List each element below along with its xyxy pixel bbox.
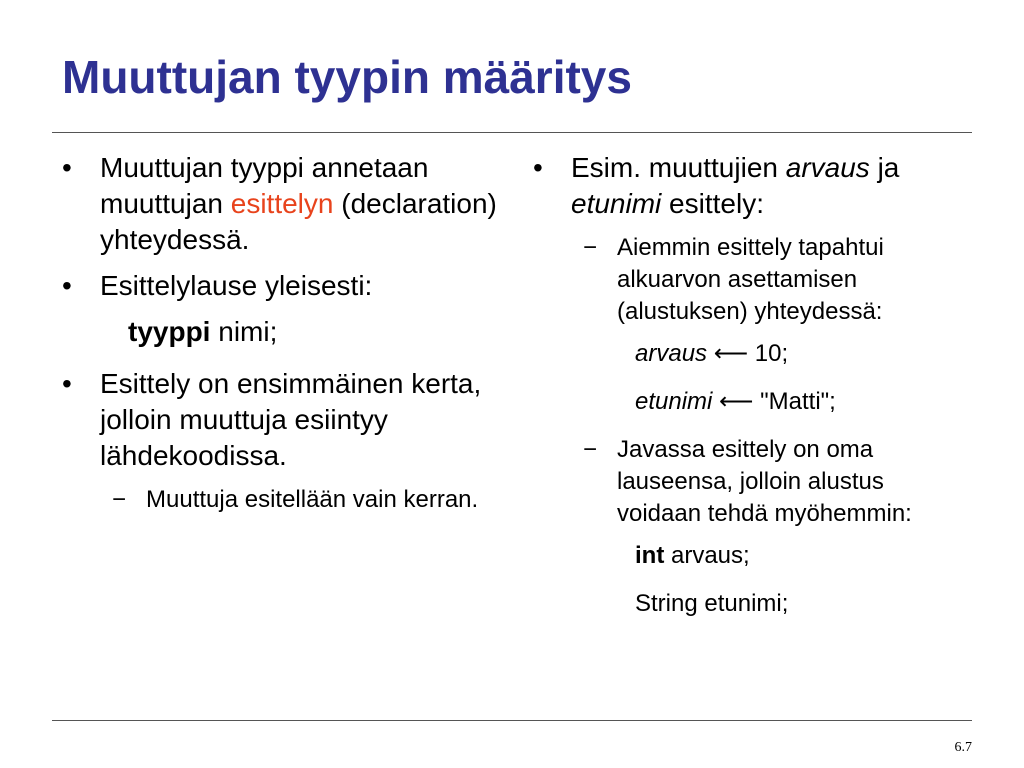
dash-icon: − bbox=[583, 234, 598, 261]
sub-bullet-text: Muuttuja esitellään vain kerran. bbox=[146, 486, 479, 513]
bullet-icon: • bbox=[62, 152, 72, 183]
sub-bullet-text: Javassa esittely on oma lauseensa, jolloin alustus voidaan tehdä myöhemmin: bbox=[617, 436, 912, 527]
code-text: String etunimi; bbox=[635, 590, 789, 617]
page-number: 6.7 bbox=[954, 740, 972, 755]
sub-bullet-text: Aiemmin esittely tapahtui alkuarvon asettamisen (alustuksen) yhteydessä: bbox=[617, 234, 884, 325]
bullet-item bbox=[62, 150, 502, 258]
highlighted-term: esittelyn bbox=[230, 188, 334, 219]
bullet-text: ja bbox=[869, 152, 900, 183]
bullet-text: esittely: bbox=[661, 188, 764, 219]
code-line bbox=[533, 540, 973, 572]
dash-icon: − bbox=[112, 486, 127, 513]
bullet-text: Esittelylause yleisesti: bbox=[100, 270, 373, 301]
bullet-icon: • bbox=[533, 152, 543, 183]
code-text: arvaus; bbox=[664, 542, 750, 569]
slide-title: Muuttujan tyypin määritys bbox=[62, 51, 632, 103]
bullet-text: Esittely on ensimmäinen kerta, jolloin muuttuja esiintyy lähdekoodissa. bbox=[100, 368, 482, 471]
right-column bbox=[533, 150, 973, 636]
code-line bbox=[533, 386, 973, 418]
bullet-icon: • bbox=[62, 270, 72, 301]
title-divider bbox=[52, 132, 972, 133]
sub-bullet-item bbox=[62, 484, 502, 516]
bullet-text: Muuttujan tyyppi annetaan muuttujan bbox=[100, 152, 429, 219]
variable-name: etunimi bbox=[571, 188, 662, 219]
code-line bbox=[62, 314, 502, 350]
code-text: ⟵ 10; bbox=[707, 340, 789, 367]
code-text: nimi; bbox=[210, 316, 278, 347]
code-keyword: tyyppi bbox=[128, 316, 211, 347]
bullet-item bbox=[62, 268, 502, 304]
footer-divider bbox=[52, 720, 972, 721]
sub-bullet-item bbox=[533, 232, 973, 328]
code-variable: arvaus bbox=[635, 340, 708, 367]
code-keyword: int bbox=[635, 542, 665, 569]
code-variable: etunimi bbox=[635, 388, 713, 415]
dash-icon: − bbox=[583, 436, 598, 463]
bullet-item bbox=[62, 366, 502, 474]
code-text: ⟵ "Matti"; bbox=[712, 388, 836, 415]
bullet-text: (declaration) yhteydessä. bbox=[100, 188, 497, 255]
left-column bbox=[62, 150, 502, 526]
bullet-text: Esim. muuttujien bbox=[571, 152, 786, 183]
code-line bbox=[533, 338, 973, 370]
bullet-icon: • bbox=[62, 368, 72, 399]
code-line bbox=[533, 588, 973, 620]
sub-bullet-item bbox=[533, 434, 973, 530]
bullet-item bbox=[533, 150, 973, 222]
variable-name: arvaus bbox=[785, 152, 870, 183]
